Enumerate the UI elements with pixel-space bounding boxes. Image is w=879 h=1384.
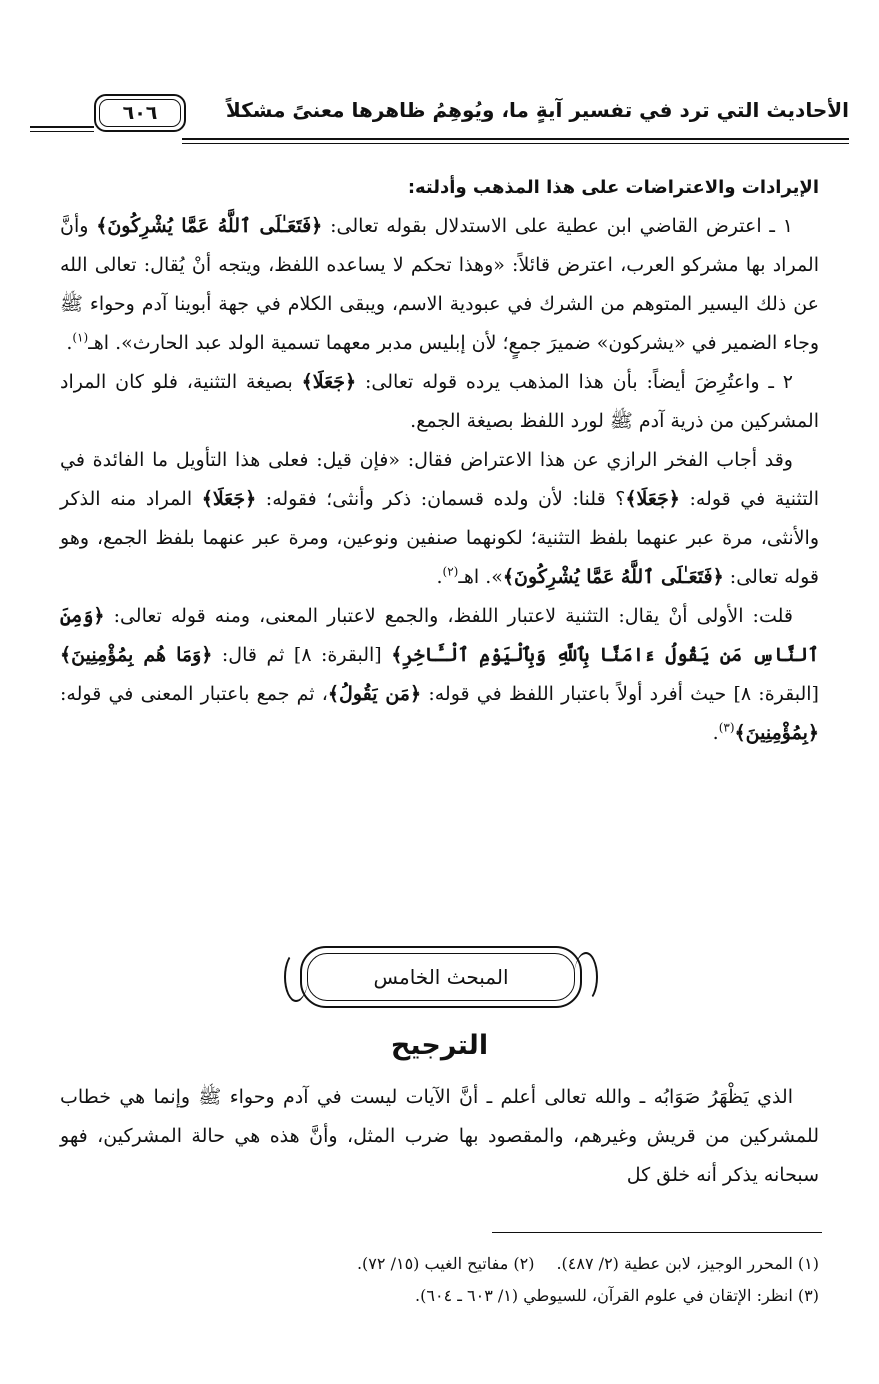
paragraph-text: ؟ قلنا: لأن ولده قسمان: ذكر وأنثى؛ فقوله: [256,488,626,510]
quran-quote: ﴿بِمُؤْمِنِينَ﴾ [734,722,819,744]
paragraph-text: . [436,566,443,588]
header-rule [182,143,849,144]
paragraph-text: ، ثم جمع باعتبار المعنى في قوله: [60,683,328,705]
footnotes [60,1248,819,1312]
header-rule [30,126,94,128]
header-rule [30,131,94,132]
paragraph-text: ». اهـ [458,566,503,588]
section-heading: الإيرادات والاعتراضات على هذا المذهب وأدلته: [407,177,819,198]
decorative-curl [574,952,598,1002]
quran-quote: ﴿وَمِنَ ٱلنَّاسِ مَن يَقُولُ ءَامَنَّا بِٱللَّهِ وَبِٱلْيَوْمِ ٱلْـَٔاخِرِ﴾ [60,605,819,666]
quran-quote: ﴿فَتَعَـٰلَى ٱللَّهُ عَمَّا يُشْرِكُونَ﴾ [96,215,323,237]
page-number-frame [94,94,186,132]
quran-quote: ﴿وَمَا هُم بِمُؤْمِنِينَ﴾ [60,644,213,666]
paragraph-text: قلت: الأولى أنْ يقال: التثنية لاعتبار اللفظ، والجمع لاعتبار المعنى، ومنه قوله تعالى: [104,605,793,627]
tarjih-title: الترجيح [390,1030,489,1061]
footnote-line [60,1280,819,1312]
paragraph-text: ٢ ـ واعتُرِضَ أيضاً: بأن هذا المذهب يرده قوله تعالى: [356,371,793,393]
footnote-1: (١) المحرر الوجيز، لابن عطية (٢/ ٤٨٧). [556,1254,819,1273]
paragraph-text: . [712,722,719,744]
main-text-top [60,168,819,753]
quran-quote: ﴿جَعَلَا﴾ [625,488,680,510]
footnote-2: (٢) مفاتيح الغيب (١٥/ ٧٢). [356,1254,535,1273]
footnote-line [60,1248,819,1280]
quran-quote: ﴿مَن يَقُولُ﴾ [327,683,422,705]
paragraph-text: ١ ـ اعترض القاضي ابن عطية على الاستدلال بقوله تعالى: [322,215,793,237]
paragraph-text: [البقرة: ٨] ثم قال: [212,644,392,666]
page-number: ٦٠٦ [122,102,158,124]
paragraph-text: وأنَّ المراد بها مشركو العرب، اعترض قائلاً: «وهذا تحكم لا يساعده اللفظ، ويتجه أنْ يُقال: تعالى الله عن ذلك اليسير المتوهم من الشرك في عبودية الاسم، ويبقى الكلام في جهة أبوينا آدم وحواء ﷺ وجاء الضمير في «يشركون» ضميرَ جمعٍ؛ لأن إبليس مدبر معهما تسمية الولد عبد الحارث». اهـ [60,215,819,354]
paragraph-text: [البقرة: ٨] حيث أفرد أولاً باعتبار اللفظ في قوله: [421,683,819,705]
running-title: الأحاديث التي ترد في تفسير آيةٍ ما، ويُوهِمُ ظاهرها معنىً مشكلاً [225,98,849,122]
paragraph-text: وقد أجاب الفخر الرازي عن هذا الاعتراض فقال: «فإن قيل: فعلى هذا التأويل ما الفائدة في التثنية في قوله: [60,449,819,510]
paragraph-razi-answer [60,441,819,597]
quran-quote: ﴿جَعَلَا﴾ [301,371,357,393]
paragraph-text: بصيغة التثنية، فلو كان المراد المشركين من ذرية آدم ﷺ لورد اللفظ بصيغة الجمع. [60,371,819,432]
paragraph-text: . [66,332,73,354]
paragraph-author-note [60,597,819,753]
tarjih-paragraph: الذي يَظْهَرُ صَوَابُه ـ والله تعالى أعلم ـ أنَّ الآيات ليست في آدم وحواء ﷺ وإنما هي خطاب للمشركين من قريش وغيرهم، والمقصود بها ضرب المثل، وأنَّ هذه هي حالة المشركين، فهو سبحانه يذكر أنه خلق كل [60,1086,819,1186]
footnote-rule [492,1232,822,1233]
chapter-heading-box [300,946,582,1008]
paragraph-objection-2 [60,363,819,441]
paragraph-objection-1 [60,207,819,363]
decorative-curl [284,952,308,1002]
quran-quote: ﴿فَتَعَـٰلَى ٱللَّهُ عَمَّا يُشْرِكُونَ﴾ [502,566,724,588]
quran-quote: ﴿جَعَلَا﴾ [201,488,257,510]
paragraph-text: المراد منه الذكر والأنثى، مرة عبر عنهما بلفظ التثنية؛ لكونهما صنفين ونوعين، ومرة عبر عنهما بلفظ الجمع، وهو قوله تعالى: [60,488,819,588]
chapter-heading: المبحث الخامس [373,965,509,989]
running-header [30,86,849,142]
footnote-3: (٣) انظر: الإتقان في علوم القرآن، للسيوطي (١/ ٦٠٣ ـ ٦٠٤). [415,1286,819,1305]
footnote-ref[interactable]: (١) [72,330,89,345]
main-text-bottom [60,1078,819,1195]
footnote-ref[interactable]: (٣) [718,720,735,735]
header-rule [182,138,849,140]
footnote-ref[interactable]: (٢) [442,564,459,579]
